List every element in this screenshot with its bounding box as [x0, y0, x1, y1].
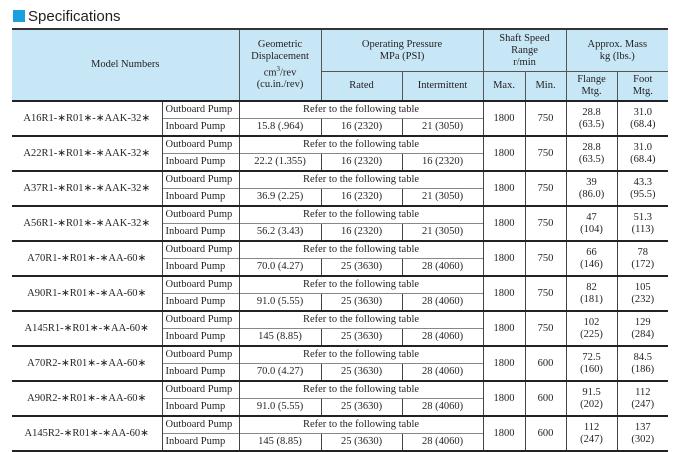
- pressure-intermittent: 21 (3050): [402, 189, 483, 207]
- speed-max: 1800: [483, 241, 525, 276]
- model-number: A16R1-∗R01∗-∗AAK-32∗: [12, 101, 162, 136]
- header-geo-unit: cm: [263, 67, 277, 79]
- header-intermittent: Intermittent: [402, 72, 483, 102]
- mass-foot-kg: 112: [635, 386, 651, 398]
- mass-flange-lbs: (86.0): [578, 188, 605, 200]
- pump-label-outboard: Outboard Pump: [162, 241, 239, 259]
- header-foot-line1: Foot: [633, 74, 653, 85]
- mass-foot-lbs: (232): [631, 293, 655, 305]
- pressure-rated: 25 (3630): [321, 294, 402, 312]
- pump-label-outboard: Outboard Pump: [162, 416, 239, 434]
- pressure-intermittent: 28 (4060): [402, 399, 483, 417]
- mass-foot-lbs: (302): [631, 433, 655, 445]
- header-pressure-line2: MPa (PSI): [379, 50, 425, 62]
- mass-flange-lbs: (63.5): [578, 118, 605, 130]
- mass-foot: [617, 241, 668, 276]
- geometric-displacement: 56.2 (3.43): [239, 224, 321, 242]
- speed-min: 750: [525, 276, 566, 311]
- pump-label-inboard: Inboard Pump: [162, 189, 239, 207]
- mass-flange: [566, 206, 617, 241]
- pressure-rated: 16 (2320): [321, 189, 402, 207]
- pump-label-inboard: Inboard Pump: [162, 224, 239, 242]
- mass-foot: [617, 416, 668, 451]
- mass-foot: [617, 101, 668, 136]
- header-shaft-speed: [483, 29, 566, 72]
- model-number: A70R1-∗R01∗-∗AA-60∗: [12, 241, 162, 276]
- geometric-displacement: 36.9 (2.25): [239, 189, 321, 207]
- header-mass-line2: kg (lbs.): [599, 50, 635, 62]
- pump-label-inboard: Inboard Pump: [162, 294, 239, 312]
- speed-min: 600: [525, 416, 566, 451]
- header-approx-mass: [566, 29, 668, 72]
- pressure-intermittent: 28 (4060): [402, 294, 483, 312]
- header-rated: Rated: [321, 72, 402, 102]
- mass-foot-lbs: (172): [631, 258, 655, 270]
- geometric-displacement: 91.0 (5.55): [239, 294, 321, 312]
- refer-note: Refer to the following table: [239, 346, 483, 364]
- header-geo-line2: Displacement: [251, 50, 309, 62]
- speed-max: 1800: [483, 136, 525, 171]
- header-geo-unit-b: /rev: [280, 67, 297, 79]
- mass-foot-kg: 137: [634, 421, 651, 433]
- section-marker-icon: [13, 10, 25, 22]
- mass-foot: [617, 136, 668, 171]
- refer-note: Refer to the following table: [239, 381, 483, 399]
- mass-foot-kg: 31.0: [633, 106, 652, 118]
- header-max: Max.: [483, 72, 525, 102]
- header-mass-line1: Approx. Mass: [587, 38, 648, 50]
- speed-min: 750: [525, 311, 566, 346]
- section-title-text: Specifications: [28, 7, 121, 25]
- table-row-outboard: [12, 101, 668, 119]
- speed-min: 750: [525, 136, 566, 171]
- pressure-rated: 25 (3630): [321, 434, 402, 452]
- mass-flange-lbs: (225): [580, 328, 603, 340]
- header-speed-line1: Shaft Speed: [499, 32, 550, 44]
- pump-label-inboard: Inboard Pump: [162, 364, 239, 382]
- speed-max: 1800: [483, 381, 525, 416]
- mass-flange-lbs: (202): [580, 398, 603, 410]
- model-number: A22R1-∗R01∗-∗AAK-32∗: [12, 136, 162, 171]
- header-foot-mtg: [617, 72, 668, 102]
- mass-foot-lbs: (95.5): [630, 188, 656, 200]
- refer-note: Refer to the following table: [239, 101, 483, 119]
- pump-label-outboard: Outboard Pump: [162, 206, 239, 224]
- mass-flange-kg: 47: [586, 211, 597, 223]
- pump-label-outboard: Outboard Pump: [162, 276, 239, 294]
- mass-flange-kg: 82: [586, 281, 597, 293]
- pressure-intermittent: 28 (4060): [402, 329, 483, 347]
- header-geo-line3: [240, 63, 321, 80]
- refer-note: Refer to the following table: [239, 416, 483, 434]
- pump-label-outboard: Outboard Pump: [162, 101, 239, 119]
- speed-max: 1800: [483, 206, 525, 241]
- speed-max: 1800: [483, 346, 525, 381]
- geometric-displacement: 145 (8.85): [239, 434, 321, 452]
- mass-flange-lbs: (181): [580, 293, 603, 305]
- mass-flange: [566, 311, 617, 346]
- mass-flange-kg: 28.8: [582, 106, 601, 118]
- pump-label-inboard: Inboard Pump: [162, 154, 239, 172]
- pressure-rated: 25 (3630): [321, 399, 402, 417]
- mass-flange-lbs: (160): [580, 363, 603, 375]
- mass-flange-kg: 39: [586, 176, 597, 188]
- refer-note: Refer to the following table: [239, 241, 483, 259]
- pressure-rated: 25 (3630): [321, 259, 402, 277]
- refer-note: Refer to the following table: [239, 311, 483, 329]
- pressure-rated: 16 (2320): [321, 224, 402, 242]
- table-row-outboard: [12, 311, 668, 329]
- mass-foot: [617, 276, 668, 311]
- header-geo-sup: 3: [276, 64, 281, 73]
- speed-min: 750: [525, 101, 566, 136]
- table-row-outboard: [12, 206, 668, 224]
- mass-foot: [617, 311, 668, 346]
- geometric-displacement: 70.0 (4.27): [239, 364, 321, 382]
- header-speed-line2: Range: [511, 44, 538, 56]
- geometric-displacement: 22.2 (1.355): [239, 154, 321, 172]
- speed-max: 1800: [483, 311, 525, 346]
- mass-flange: [566, 276, 617, 311]
- speed-max: 1800: [483, 416, 525, 451]
- pressure-rated: 25 (3630): [321, 364, 402, 382]
- mass-flange: [566, 346, 617, 381]
- pressure-intermittent: 28 (4060): [402, 259, 483, 277]
- specifications-table: [12, 28, 668, 452]
- pressure-rated: 16 (2320): [321, 119, 402, 137]
- mass-foot-lbs: (68.4): [630, 118, 656, 130]
- pressure-intermittent: 28 (4060): [402, 364, 483, 382]
- pump-label-inboard: Inboard Pump: [162, 399, 239, 417]
- speed-max: 1800: [483, 171, 525, 206]
- table-row-outboard: [12, 416, 668, 434]
- model-number: A145R2-∗R01∗-∗AA-60∗: [12, 416, 162, 451]
- mass-foot-kg: 84.5: [633, 351, 652, 363]
- pump-label-inboard: Inboard Pump: [162, 259, 239, 277]
- table-row-outboard: [12, 381, 668, 399]
- mass-foot-kg: 78: [637, 246, 649, 258]
- mass-flange: [566, 241, 617, 276]
- model-number: A56R1-∗R01∗-∗AAK-32∗: [12, 206, 162, 241]
- pump-label-inboard: Inboard Pump: [162, 119, 239, 137]
- table-row-outboard: [12, 241, 668, 259]
- refer-note: Refer to the following table: [239, 206, 483, 224]
- mass-foot: [617, 206, 668, 241]
- mass-flange-kg: 72.5: [582, 351, 601, 363]
- geometric-displacement: 15.8 (.964): [239, 119, 321, 137]
- header-foot-line2: Mtg.: [632, 86, 653, 97]
- model-number: A145R1-∗R01∗-∗AA-60∗: [12, 311, 162, 346]
- mass-flange: [566, 136, 617, 171]
- pressure-intermittent: 28 (4060): [402, 434, 483, 452]
- mass-flange: [566, 101, 617, 136]
- mass-flange-lbs: (247): [580, 433, 603, 445]
- mass-flange: [566, 381, 617, 416]
- mass-foot: [617, 346, 668, 381]
- pressure-rated: 25 (3630): [321, 329, 402, 347]
- model-number: A90R1-∗R01∗-∗AA-60∗: [12, 276, 162, 311]
- mass-foot-kg: 31.0: [633, 141, 652, 153]
- refer-note: Refer to the following table: [239, 276, 483, 294]
- header-speed-line3: r/min: [513, 56, 536, 68]
- mass-flange-kg: 102: [583, 316, 600, 328]
- mass-flange-kg: 91.5: [582, 386, 601, 398]
- mass-foot: [617, 381, 668, 416]
- geometric-displacement: 91.0 (5.55): [239, 399, 321, 417]
- header-model-numbers: Model Numbers: [12, 29, 239, 101]
- refer-note: Refer to the following table: [239, 136, 483, 154]
- mass-foot-lbs: (284): [631, 328, 655, 340]
- mass-foot: [617, 171, 668, 206]
- header-pressure-line1: Operating Pressure: [361, 38, 443, 50]
- speed-max: 1800: [483, 276, 525, 311]
- pump-label-outboard: Outboard Pump: [162, 171, 239, 189]
- mass-foot-lbs: (247): [631, 398, 655, 410]
- pressure-intermittent: 21 (3050): [402, 119, 483, 137]
- mass-foot-kg: 105: [634, 281, 651, 293]
- table-row-outboard: [12, 136, 668, 154]
- mass-flange: [566, 171, 617, 206]
- pump-label-outboard: Outboard Pump: [162, 311, 239, 329]
- mass-foot-kg: 51.3: [633, 211, 652, 223]
- mass-foot-kg: 129: [634, 316, 651, 328]
- mass-flange-lbs: (63.5): [578, 153, 605, 165]
- model-number: A90R2-∗R01∗-∗AA-60∗: [12, 381, 162, 416]
- speed-min: 600: [525, 346, 566, 381]
- header-min: Min.: [525, 72, 566, 102]
- geometric-displacement: 145 (8.85): [239, 329, 321, 347]
- pump-label-outboard: Outboard Pump: [162, 346, 239, 364]
- mass-foot-lbs: (68.4): [630, 153, 656, 165]
- geometric-displacement: 70.0 (4.27): [239, 259, 321, 277]
- header-flange-line1: Flange: [577, 74, 606, 85]
- table-row-outboard: [12, 346, 668, 364]
- speed-min: 750: [525, 241, 566, 276]
- header-flange-mtg: [566, 72, 617, 102]
- speed-min: 750: [525, 206, 566, 241]
- mass-flange-kg: 28.8: [582, 141, 601, 153]
- pump-label-inboard: Inboard Pump: [162, 329, 239, 347]
- mass-flange-lbs: (146): [580, 258, 603, 270]
- model-number: A70R2-∗R01∗-∗AA-60∗: [12, 346, 162, 381]
- mass-foot-kg: 43.3: [633, 176, 652, 188]
- header-flange-line2: Mtg.: [581, 86, 602, 97]
- header-geo-line1: Geometric: [257, 38, 303, 50]
- mass-flange: [566, 416, 617, 451]
- mass-flange-kg: 66: [586, 246, 597, 258]
- header-geo-line4: (cu.in./rev): [256, 79, 304, 91]
- model-number: A37R1-∗R01∗-∗AAK-32∗: [12, 171, 162, 206]
- pump-label-outboard: Outboard Pump: [162, 136, 239, 154]
- speed-max: 1800: [483, 101, 525, 136]
- pressure-intermittent: 21 (3050): [402, 224, 483, 242]
- pump-label-outboard: Outboard Pump: [162, 381, 239, 399]
- mass-foot-lbs: (186): [631, 363, 655, 375]
- pressure-rated: 16 (2320): [321, 154, 402, 172]
- header-operating-pressure: [321, 29, 483, 72]
- mass-flange-kg: 112: [583, 421, 600, 433]
- refer-note: Refer to the following table: [239, 171, 483, 189]
- table-row-outboard: [12, 171, 668, 189]
- table-row-outboard: [12, 276, 668, 294]
- specifications-body: [12, 101, 668, 451]
- header-geometric-displacement: [239, 29, 321, 101]
- speed-min: 600: [525, 381, 566, 416]
- speed-min: 750: [525, 171, 566, 206]
- pressure-intermittent: 16 (2320): [402, 154, 483, 172]
- mass-foot-lbs: (113): [631, 223, 654, 235]
- mass-flange-lbs: (104): [580, 223, 603, 235]
- pump-label-inboard: Inboard Pump: [162, 434, 239, 452]
- section-title: [13, 6, 121, 26]
